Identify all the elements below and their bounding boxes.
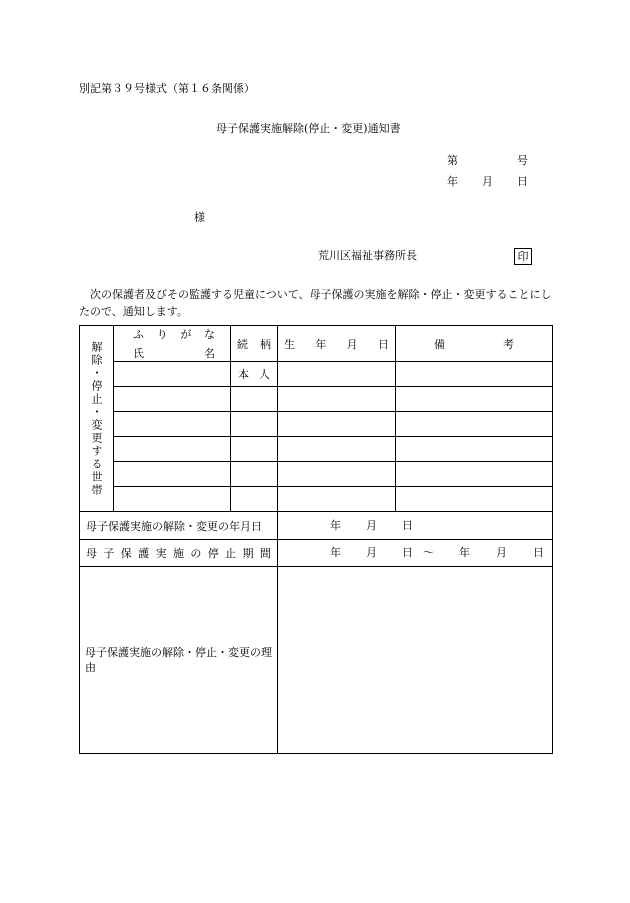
name-label: 氏 名	[133, 347, 215, 360]
name-cell[interactable]	[114, 487, 231, 512]
remarks-cell[interactable]	[396, 362, 553, 387]
birthdate-cell[interactable]	[278, 462, 396, 487]
doc-number-prefix: 第	[447, 154, 458, 167]
issuer-name: 荒川区福祉事務所長	[318, 249, 417, 262]
remarks-cell[interactable]	[396, 387, 553, 412]
relation-cell-self: 本 人	[231, 362, 278, 387]
table-row	[80, 487, 553, 512]
name-cell[interactable]	[114, 387, 231, 412]
birthdate-header: 生 年 月 日	[278, 326, 396, 362]
birthdate-cell[interactable]	[278, 437, 396, 462]
remarks-cell[interactable]	[396, 487, 553, 512]
addressee-suffix: 様	[194, 211, 205, 224]
release-date-value[interactable]: 年 月 日	[278, 512, 553, 540]
range-separator: ～	[423, 546, 434, 559]
furigana-name-header	[114, 326, 231, 362]
doc-number-suffix: 号	[517, 154, 528, 167]
table-row	[80, 462, 553, 487]
birthdate-cell[interactable]	[278, 387, 396, 412]
remarks-header: 備 考	[396, 326, 553, 362]
suspension-period-row	[80, 540, 553, 567]
name-cell[interactable]	[114, 437, 231, 462]
relation-cell[interactable]	[231, 387, 278, 412]
table-header-row	[80, 326, 553, 362]
release-date-row	[80, 512, 553, 540]
remarks-cell[interactable]	[396, 462, 553, 487]
table-row	[80, 412, 553, 437]
reason-row	[80, 567, 553, 754]
table-row	[80, 362, 553, 387]
release-date-label: 母子保護実施の解除・変更の年月日	[80, 512, 278, 540]
relation-cell[interactable]	[231, 437, 278, 462]
header-date-month: 月	[482, 175, 493, 188]
table-row	[80, 437, 553, 462]
name-cell[interactable]	[114, 412, 231, 437]
table-row	[80, 387, 553, 412]
birthdate-cell[interactable]	[278, 487, 396, 512]
header-date-year: 年	[447, 175, 458, 188]
birthdate-cell[interactable]	[278, 412, 396, 437]
remarks-cell[interactable]	[396, 437, 553, 462]
seal-mark: 印	[514, 248, 532, 265]
section-label: 解除・停止・変更する世帯	[90, 340, 103, 497]
relation-cell[interactable]	[231, 462, 278, 487]
suspension-period-label: 母 子 保 護 実 施 の 停 止 期 間	[80, 540, 278, 567]
relation-cell[interactable]	[231, 487, 278, 512]
household-table	[79, 325, 553, 754]
section-label-cell	[80, 326, 114, 512]
document-title: 母子保護実施解除(停止・変更)通知書	[216, 122, 401, 135]
body-text: 次の保護者及びその監護する児童について、母子保護の実施を解除・停止・変更することにしたので、通知します。	[79, 288, 552, 318]
suspension-period-value[interactable]: 年 月 日 ～ 年 月 日	[278, 540, 553, 567]
remarks-cell[interactable]	[396, 412, 553, 437]
form-number: 別記第３９号様式（第１６条関係）	[79, 82, 255, 95]
name-cell[interactable]	[114, 362, 231, 387]
reason-label: 母子保護実施の解除・停止・変更の理由	[80, 567, 278, 754]
relation-header: 続 柄	[231, 326, 278, 362]
name-cell[interactable]	[114, 462, 231, 487]
relation-cell[interactable]	[231, 412, 278, 437]
furigana-label: ふ り が な	[133, 328, 215, 341]
birthdate-cell[interactable]	[278, 362, 396, 387]
reason-value[interactable]	[278, 567, 553, 754]
header-date-day: 日	[517, 175, 528, 188]
